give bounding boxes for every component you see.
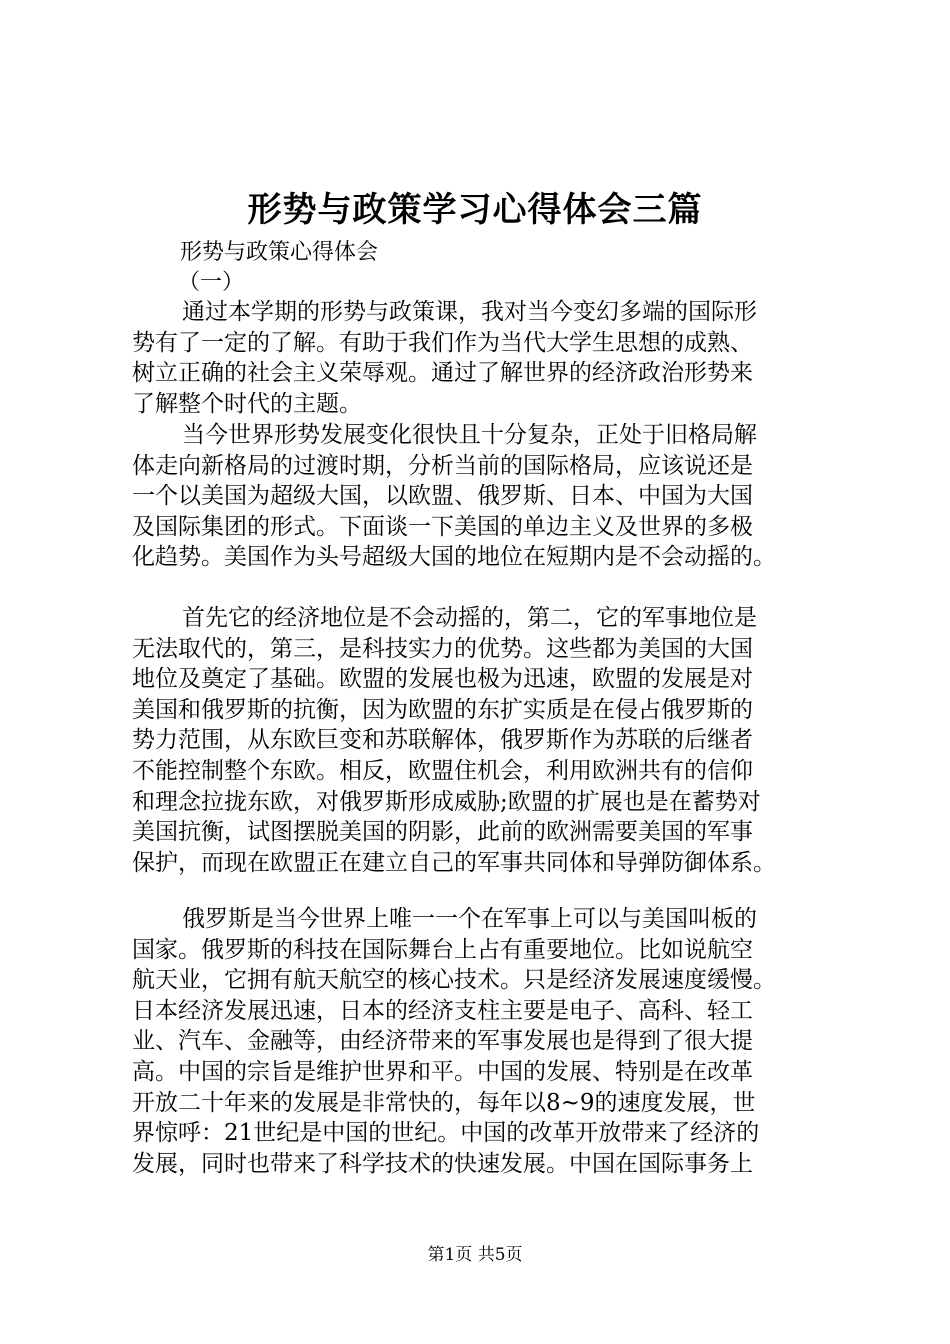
paragraph-line: 开放二十年来的发展是非常快的，每年以8~9的速度发展，世 — [132, 1089, 756, 1116]
section-number: （一） — [178, 270, 245, 295]
paragraph-line: 美国抗衡，试图摆脱美国的阴影，此前的欧洲需要美国的军事 — [132, 819, 753, 846]
paragraph-4 — [132, 904, 852, 1179]
paragraph-line: 化趋势。美国作为头号超级大国的地位在短期内是不会动摇的。 — [132, 544, 776, 571]
paragraph-line: 体走向新格局的过渡时期，分析当前的国际格局，应该说还是 — [132, 452, 753, 479]
paragraph-line: 保护，而现在欧盟正在建立自己的军事共同体和导弹防御体系。 — [132, 849, 776, 876]
paragraph-line: 通过本学期的形势与政策课，我对当今变幻多端的国际形 — [182, 299, 757, 325]
document-subtitle: 形势与政策心得体会 — [180, 240, 379, 265]
paragraph-line: 势力范围，从东欧巨变和苏联解体，俄罗斯作为苏联的后继者 — [132, 727, 753, 754]
paragraph-line: 日本经济发展迅速，日本的经济支柱主要是电子、高科、轻工 — [132, 997, 753, 1024]
paragraph-line: 及国际集团的形式。下面谈一下美国的单边主义及世界的多极 — [132, 513, 753, 540]
paragraph-line: 和理念拉拢东欧，对俄罗斯形成威胁;欧盟的扩展也是在蓄势对 — [132, 788, 761, 815]
paragraph-line: 高。中国的宗旨是维护世界和平。中国的发展、特别是在改革 — [132, 1058, 753, 1085]
paragraph-line: 势有了一定的了解。有助于我们作为当代大学生思想的成熟、 — [132, 329, 753, 356]
paragraph-line: 无法取代的，第三，是科技实力的优势。这些都为美国的大国 — [132, 635, 753, 662]
paragraph-line: 发展，同时也带来了科学技术的快速发展。中国在国际事务上 — [132, 1150, 753, 1177]
paragraph-line: 不能控制整个东欧。相反，欧盟住机会，利用欧洲共有的信仰 — [132, 757, 753, 784]
page-footer: 第1页 共5页 — [427, 1245, 523, 1265]
paragraph-1 — [132, 297, 852, 419]
paragraph-line: 美国和俄罗斯的抗衡，因为欧盟的东扩实质是在侵占俄罗斯的 — [132, 696, 753, 723]
paragraph-2 — [132, 420, 852, 573]
paragraph-line: 界惊呼：21世纪是中国的世纪。中国的改革开放带来了经济的 — [132, 1120, 760, 1147]
paragraph-line: 一个以美国为超级大国，以欧盟、俄罗斯、日本、中国为大国 — [132, 483, 753, 510]
paragraph-line: 地位及奠定了基础。欧盟的发展也极为迅速，欧盟的发展是对 — [132, 666, 753, 693]
paragraph-line: 了解整个时代的主题。 — [132, 390, 362, 417]
paragraph-line: 首先它的经济地位是不会动摇的，第二，它的军事地位是 — [182, 605, 757, 631]
document-title: 形势与政策学习心得体会三篇 — [247, 190, 703, 230]
paragraph-line: 业、汽车、金融等，由经济带来的军事发展也是得到了很大提 — [132, 1028, 753, 1055]
paragraph-line: 俄罗斯是当今世界上唯一一个在军事上可以与美国叫板的 — [182, 906, 757, 932]
paragraph-line: 国家。俄罗斯的科技在国际舞台上占有重要地位。比如说航空 — [132, 936, 753, 963]
paragraph-line: 当今世界形势发展变化很快且十分复杂，正处于旧格局解 — [182, 422, 757, 448]
paragraph-3 — [132, 603, 852, 878]
paragraph-line: 航天业，它拥有航天航空的核心技术。只是经济发展速度缓慢。 — [132, 967, 776, 994]
paragraph-line: 树立正确的社会主义荣辱观。通过了解世界的经济政治形势来 — [132, 360, 753, 387]
